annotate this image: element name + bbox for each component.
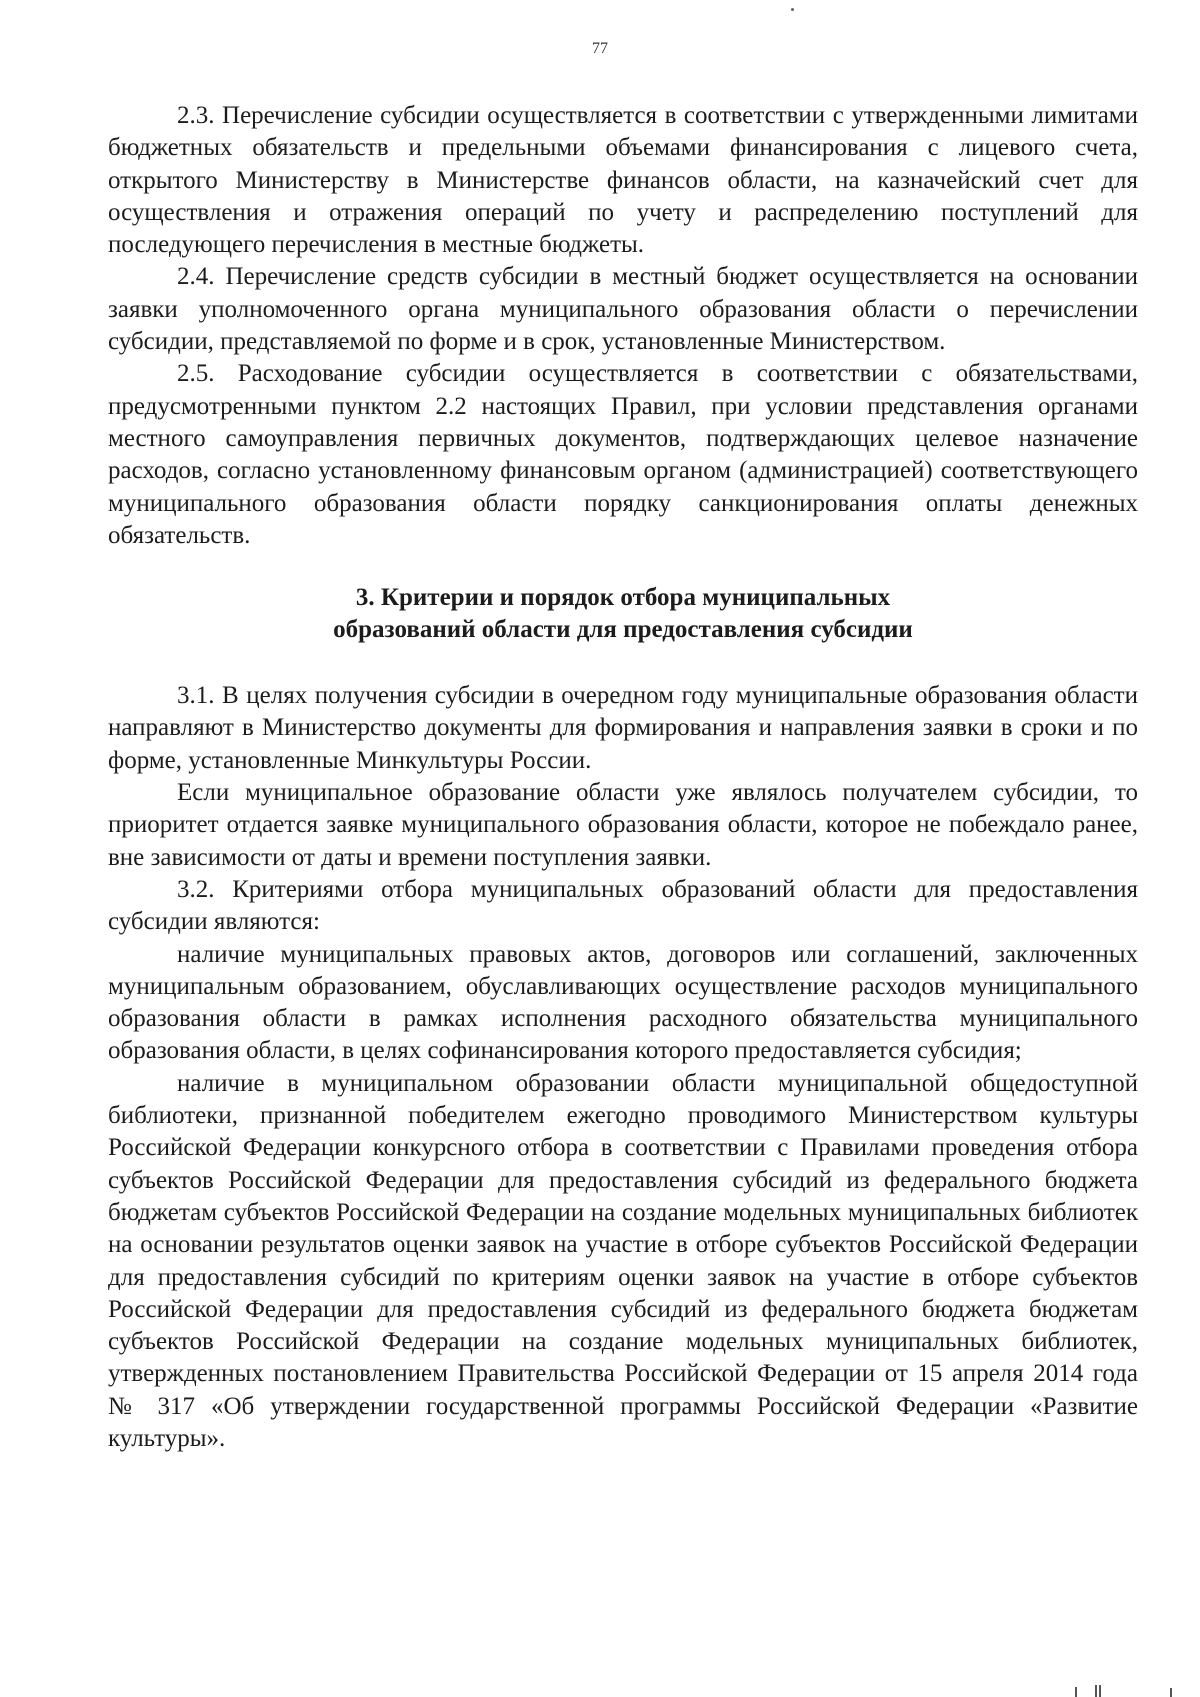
section-heading-line-2: образований области для предоставления субсидии (333, 616, 913, 644)
section-heading-line-1: 3. Критерии и порядок отбора муниципальных (355, 584, 891, 612)
scan-edge-marks (1020, 1677, 1200, 1697)
paragraph-2-3: 2.3. Перечисление субсидии осуществляется в соответствии с утвержденными лимитами бюджетных обязательств и предельными объемами финансирования с лицевого счета, открытого Министерству в Министерстве финансов области, на казначейский счет для осуществления и отражения операций по учету и распределению поступлений для последующего перечисления в местные бюджеты. (108, 102, 1138, 259)
document-body (108, 100, 1138, 1455)
paragraph-3-2: 3.2. Критериями отбора муниципальных образований области для предоставления субсидии являются: (108, 875, 1138, 936)
paragraph-2-4: 2.4. Перечисление средств субсидии в местный бюджет осуществляется на основании заявки уполномоченного органа муниципального образования области о перечислении субсидии, представляемой по форме и в срок, установленные Министерством. (108, 263, 1138, 356)
paragraph-3-1: 3.1. В целях получения субсидии в очередном году муниципальные образования области направляют в Министерство документы для формирования и направления заявки в сроки и по форме, установленные Минкультуры России. (108, 682, 1138, 774)
paragraph-2-5: 2.5. Расходование субсидии осуществляется в соответствии с обязательствами, предусмотренными пунктом 2.2 настоящих Правил, при условии представления органами местного самоуправления первичных документов, подтверждающих целевое назначение расходов, согласно установленному финансовым органом (администрацией) соответствующего муниципального образования области порядку санкционирования оплаты денежных обязательств. (108, 360, 1138, 549)
criterion-legal-acts: наличие муниципальных правовых актов, договоров или соглашений, заключенных муниципальным образованием, обуславливающих осуществление расходов муниципального образования области в рамках исполнения расходного обязательства муниципального образования области, в целях софинансирования которого предоставляется субсидия; (108, 940, 1138, 1065)
section-heading (108, 552, 1138, 680)
page-number: 77 (592, 40, 608, 57)
scan-speck (791, 8, 794, 11)
paragraph-priority: Если муниципальное образование области уже являлось получателем субсидии, то приоритет отдается заявке муниципального образования области, которое не побеждало ранее, вне зависимости от даты и времени поступления заявки. (108, 779, 1138, 871)
criterion-model-library: наличие в муниципальном образовании области муниципальной общедоступной библиотеки, признанной победителем ежегодно проводимого Министерством культуры Российской Федерации конкурсного отбора в соответствии с Правилами проведения отбора субъектов Российской Федерации для предоставления субсидий из федерального бюджета бюджетам субъектов Российской Федерации на создание модельных муниципальных библиотек на основании результатов оценки заявок на участие в отборе субъектов Российской Федерации для предоставления субсидий по критериям оценки заявок на участие в отборе субъектов Российской Федерации для предоставления субсидий из федерального бюджета бюджетам субъектов Российской Федерации на создание модельных муниципальных библиотек, утвержденных постановлением Правительства Российской Федерации от 15 апреля 2014 года № 317 «Об утверждении государственной программы Российской Федерации «Развитие культуры». (108, 1069, 1138, 1452)
